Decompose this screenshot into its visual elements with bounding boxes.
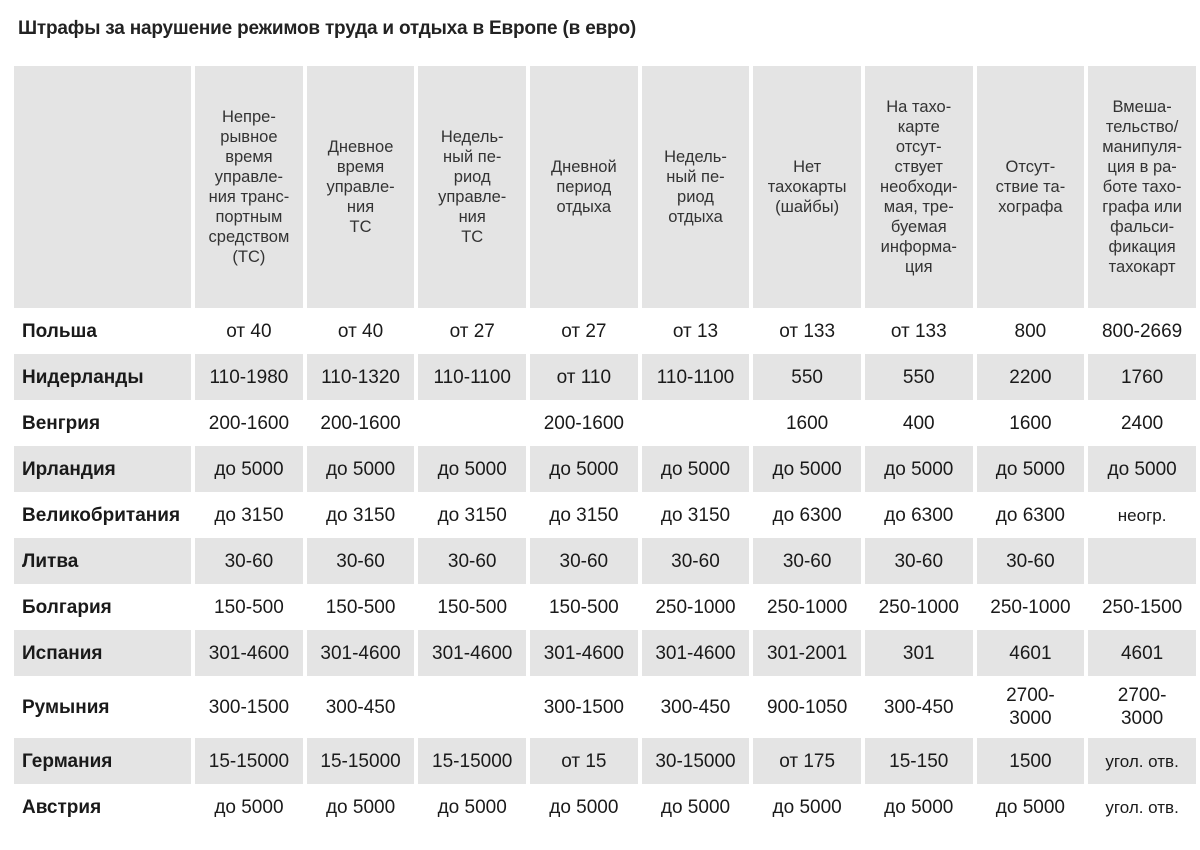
country-cell: Австрия bbox=[22, 796, 102, 818]
fine-cell: от 40 bbox=[191, 308, 303, 354]
table-row bbox=[14, 308, 1196, 354]
fine-cell: 200-1600 bbox=[526, 400, 638, 446]
fine-cell: 250-1000 bbox=[749, 584, 861, 630]
table-row bbox=[14, 630, 1196, 676]
fine-cell: 110-1320 bbox=[303, 354, 415, 400]
country-cell: Литва bbox=[14, 538, 191, 584]
fine-cell: 300-1500 bbox=[526, 676, 638, 738]
table-row bbox=[14, 400, 1196, 446]
fine-cell: угол. отв. bbox=[1084, 738, 1196, 784]
fine-cell: 200-1600 bbox=[303, 400, 415, 446]
column-header-daily-driving: Дневное время управле- ния ТС bbox=[303, 66, 415, 308]
fine-cell: 150-500 bbox=[526, 584, 638, 630]
country-cell: Испания bbox=[14, 630, 191, 676]
fine-cell: 30-60 bbox=[191, 538, 303, 584]
fine-cell: 150-500 bbox=[303, 584, 415, 630]
fine-cell: 301-2001 bbox=[749, 630, 861, 676]
fine-cell: до 5000 bbox=[973, 784, 1085, 830]
fine-cell: 250-1000 bbox=[861, 584, 973, 630]
fine-cell: до 5000 bbox=[1084, 446, 1196, 492]
table-row bbox=[14, 784, 1196, 830]
fine-cell: до 5000 bbox=[749, 784, 861, 830]
fine-cell: 15-15000 bbox=[191, 738, 303, 784]
fine-cell: до 6300 bbox=[861, 492, 973, 538]
fine-cell: 30-60 bbox=[749, 538, 861, 584]
fine-cell: 900-1050 bbox=[749, 676, 861, 738]
column-header-tampering: Вмеша- тельство/ манипуля- ция в ра- боте тахо- графа или фальси- фикация тахокарт bbox=[1084, 66, 1196, 308]
fine-cell: до 3150 bbox=[414, 492, 526, 538]
fine-cell: от 40 bbox=[303, 308, 415, 354]
fine-cell: 1760 bbox=[1084, 354, 1196, 400]
fine-cell bbox=[414, 676, 526, 738]
table-row bbox=[14, 354, 1196, 400]
fine-cell: 2700- 3000 bbox=[1084, 676, 1196, 738]
country-cell: Венгрия bbox=[22, 412, 101, 434]
table-row bbox=[14, 584, 1196, 630]
fine-cell: до 5000 bbox=[414, 446, 526, 492]
fine-cell: 2700- 3000 bbox=[973, 676, 1085, 738]
fine-cell: до 5000 bbox=[749, 446, 861, 492]
table-row bbox=[14, 738, 1196, 784]
fine-cell: от 133 bbox=[861, 308, 973, 354]
fine-cell: до 5000 bbox=[526, 784, 638, 830]
fine-cell: 800-2669 bbox=[1084, 308, 1196, 354]
fine-cell: 2200 bbox=[973, 354, 1085, 400]
fine-cell: от 133 bbox=[749, 308, 861, 354]
table-row bbox=[14, 492, 1196, 538]
fine-cell: от 27 bbox=[414, 308, 526, 354]
fine-cell: 300-450 bbox=[303, 676, 415, 738]
table-row bbox=[14, 446, 1196, 492]
fine-cell: до 5000 bbox=[526, 446, 638, 492]
fine-cell: 30-60 bbox=[303, 538, 415, 584]
fine-cell: от 15 bbox=[526, 738, 638, 784]
fine-cell: до 6300 bbox=[973, 492, 1085, 538]
fine-cell: до 5000 bbox=[191, 446, 303, 492]
fine-cell: 30-15000 bbox=[638, 738, 750, 784]
fine-cell bbox=[1084, 538, 1196, 584]
fine-cell: 400 bbox=[861, 400, 973, 446]
fine-cell: 15-15000 bbox=[303, 738, 415, 784]
fine-cell: до 5000 bbox=[303, 784, 415, 830]
fine-cell bbox=[638, 400, 750, 446]
fine-cell: 15-150 bbox=[861, 738, 973, 784]
column-header-weekly-driving: Недель- ный пе- риод управле- ния ТС bbox=[414, 66, 526, 308]
fine-cell: 150-500 bbox=[414, 584, 526, 630]
country-cell: Нидерланды bbox=[14, 354, 191, 400]
country-cell: Германия bbox=[14, 738, 191, 784]
fine-cell: до 5000 bbox=[414, 784, 526, 830]
country-cell: Ирландия bbox=[14, 446, 191, 492]
fine-cell: до 5000 bbox=[973, 446, 1085, 492]
column-header-continuous-driving: Непре- рывное время управле- ния транс- портным средством (ТС) bbox=[191, 66, 303, 308]
fine-cell: от 110 bbox=[526, 354, 638, 400]
country-cell: Румыния bbox=[22, 696, 110, 718]
fine-cell: до 5000 bbox=[861, 784, 973, 830]
fine-cell: 250-1500 bbox=[1084, 584, 1196, 630]
country-cell: Болгария bbox=[22, 596, 112, 618]
fine-cell: 110-1100 bbox=[414, 354, 526, 400]
page-title: Штрафы за нарушение режимов труда и отдыха в Европе (в евро) bbox=[18, 18, 636, 39]
fine-cell: 300-450 bbox=[861, 676, 973, 738]
fine-cell: до 3150 bbox=[638, 492, 750, 538]
table-row bbox=[14, 538, 1196, 584]
fine-cell: 1500 bbox=[973, 738, 1085, 784]
fine-cell bbox=[414, 400, 526, 446]
fine-cell: 30-60 bbox=[973, 538, 1085, 584]
fine-cell: 250-1000 bbox=[638, 584, 750, 630]
fine-cell: 30-60 bbox=[414, 538, 526, 584]
fine-cell: до 5000 bbox=[638, 446, 750, 492]
fine-cell: 301 bbox=[861, 630, 973, 676]
fine-cell: до 5000 bbox=[191, 784, 303, 830]
fine-cell: 4601 bbox=[973, 630, 1085, 676]
fine-cell: 15-15000 bbox=[414, 738, 526, 784]
fine-cell: до 6300 bbox=[749, 492, 861, 538]
column-header-daily-rest: Дневной период отдыха bbox=[526, 66, 638, 308]
fine-cell: до 5000 bbox=[861, 446, 973, 492]
fine-cell: до 3150 bbox=[303, 492, 415, 538]
fine-cell: 30-60 bbox=[638, 538, 750, 584]
fine-cell: неогр. bbox=[1084, 492, 1196, 538]
fine-cell: от 13 bbox=[638, 308, 750, 354]
fine-cell: 110-1980 bbox=[191, 354, 303, 400]
fine-cell: 301-4600 bbox=[303, 630, 415, 676]
fines-table bbox=[14, 66, 1196, 830]
fine-cell: 30-60 bbox=[861, 538, 973, 584]
country-cell: Польша bbox=[22, 320, 97, 342]
fine-cell: 2400 bbox=[1084, 400, 1196, 446]
fine-cell: 301-4600 bbox=[638, 630, 750, 676]
column-header-weekly-rest: Недель- ный пе- риод отдыха bbox=[638, 66, 750, 308]
country-cell: Великобритания bbox=[22, 504, 181, 526]
fine-cell: угол. отв. bbox=[1084, 784, 1196, 830]
fine-cell: 1600 bbox=[749, 400, 861, 446]
column-header-missing-info: На тахо- карте отсут- ствует необходи- мая, тре- буемая информа- ция bbox=[861, 66, 973, 308]
fine-cell: 300-1500 bbox=[191, 676, 303, 738]
fine-cell: до 5000 bbox=[638, 784, 750, 830]
fine-cell: до 3150 bbox=[191, 492, 303, 538]
fine-cell: 301-4600 bbox=[191, 630, 303, 676]
fine-cell: 800 bbox=[973, 308, 1085, 354]
fine-cell: до 5000 bbox=[303, 446, 415, 492]
header-row bbox=[14, 66, 1196, 308]
fine-cell: 300-450 bbox=[638, 676, 750, 738]
column-header-no-tachocard: Нет тахокарты (шайбы) bbox=[749, 66, 861, 308]
fine-cell: 550 bbox=[861, 354, 973, 400]
fine-cell: 4601 bbox=[1084, 630, 1196, 676]
fine-cell: 200-1600 bbox=[191, 400, 303, 446]
fine-cell: 1600 bbox=[973, 400, 1085, 446]
fine-cell: от 175 bbox=[749, 738, 861, 784]
fine-cell: 250-1000 bbox=[973, 584, 1085, 630]
table-row bbox=[14, 676, 1196, 738]
fine-cell: 30-60 bbox=[526, 538, 638, 584]
fine-cell: 301-4600 bbox=[526, 630, 638, 676]
fine-cell: 150-500 bbox=[191, 584, 303, 630]
fine-cell: 301-4600 bbox=[414, 630, 526, 676]
fine-cell: 110-1100 bbox=[638, 354, 750, 400]
column-header-corner bbox=[14, 66, 191, 308]
column-header-no-tachograph: Отсут- ствие та- хографа bbox=[973, 66, 1085, 308]
fine-cell: до 3150 bbox=[526, 492, 638, 538]
fine-cell: от 27 bbox=[526, 308, 638, 354]
fine-cell: 550 bbox=[749, 354, 861, 400]
